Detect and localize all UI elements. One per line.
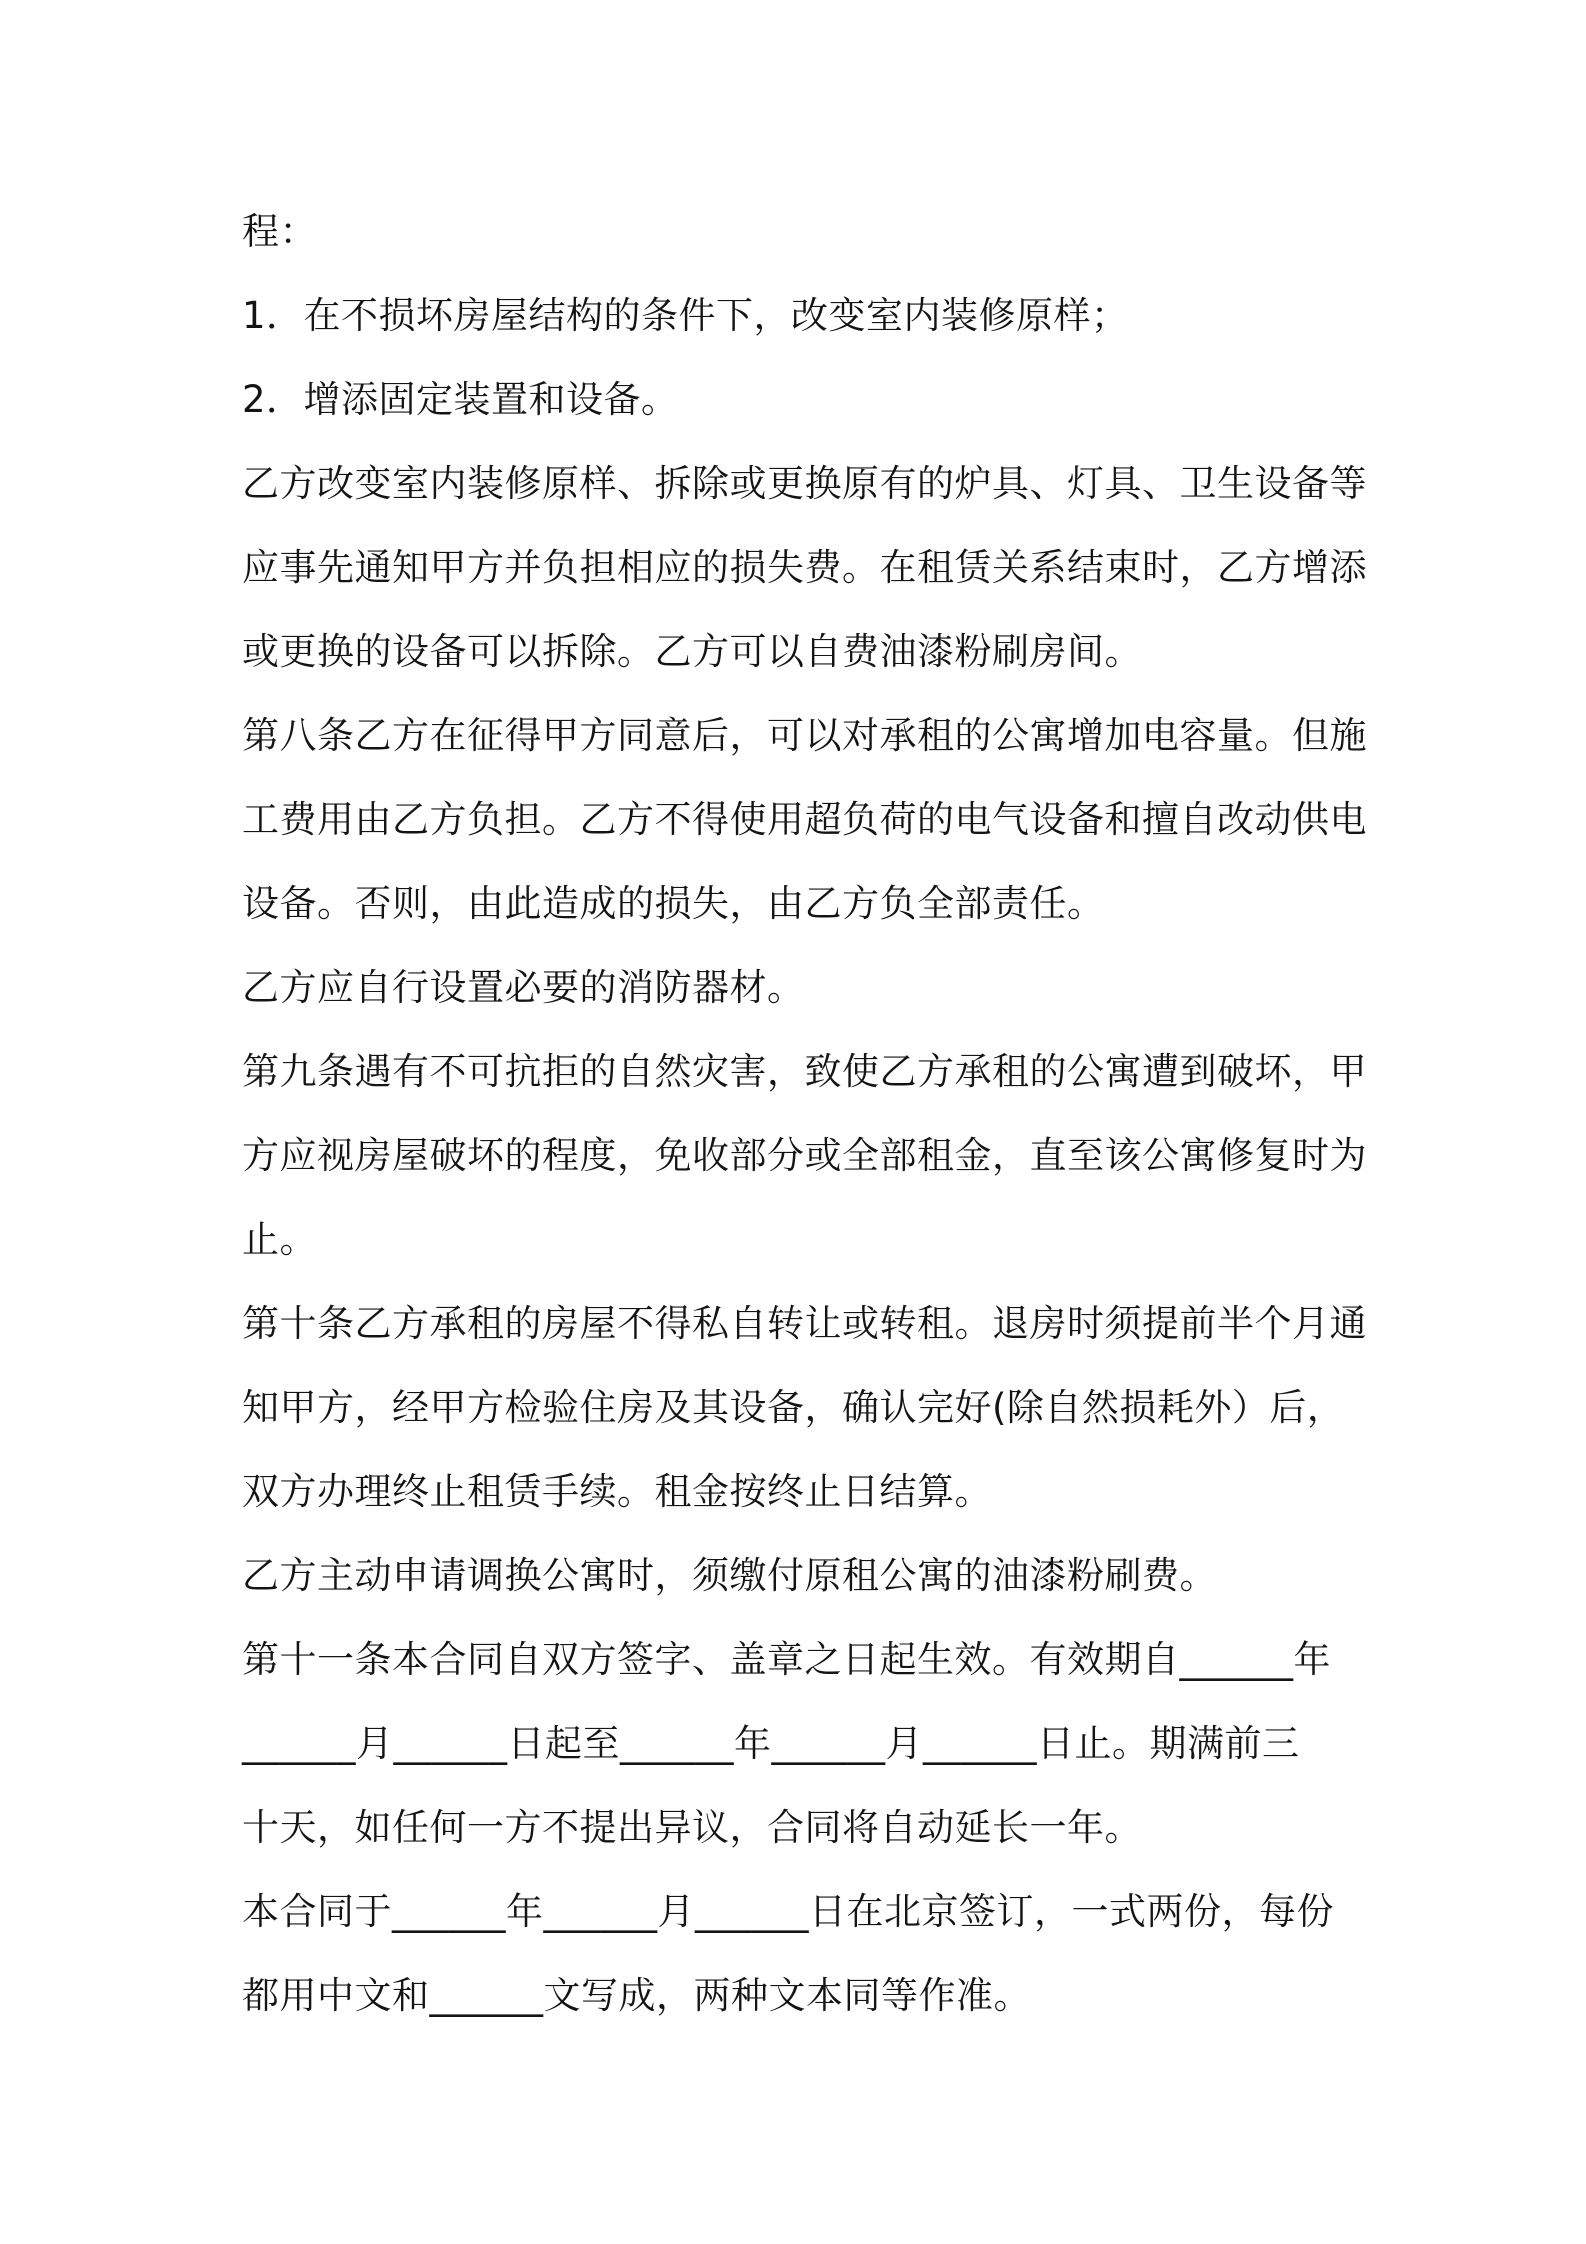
text-line: 工费用由乙方负担。乙方不得使用超负荷的电气设备和擅自改动供电 — [242, 798, 1367, 841]
text-line: 第十条乙方承租的房屋不得私自转让或转租。退房时须提前半个月通 — [242, 1302, 1367, 1345]
text-line: 第九条遇有不可抗拒的自然灾害，致使乙方承租的公寓遭到破坏，甲 — [242, 1050, 1367, 1093]
text-line: 乙方主动申请调换公寓时，须缴付原租公寓的油漆粉刷费。 — [242, 1554, 1217, 1597]
text-line: 双方办理终止租赁手续。租金按终止日结算。 — [242, 1470, 992, 1513]
text-line: 都用中文和______文写成，两种文本同等作准。 — [242, 1974, 1031, 2017]
text-line: 应事先通知甲方并负担相应的损失费。在租赁关系结束时，乙方增添 — [242, 546, 1367, 589]
text-line: ______月______日起至______年______月______日止。期满前三 — [242, 1722, 1300, 1765]
text-line: 本合同于______年______月______日在北京签订，一式两份，每份 — [242, 1890, 1334, 1933]
text-line: 程： — [242, 210, 317, 253]
text-line: 乙方改变室内装修原样、拆除或更换原有的炉具、灯具、卫生设备等 — [242, 462, 1367, 505]
text-line: 1．在不损坏房屋结构的条件下，改变室内装修原样； — [242, 294, 1129, 337]
text-line: 设备。否则，由此造成的损失，由乙方负全部责任。 — [242, 882, 1105, 925]
text-line: 知甲方，经甲方检验住房及其设备，确认完好(除自然损耗外）后， — [242, 1386, 1345, 1429]
text-line: 十天，如任何一方不提出异议，合同将自动延长一年。 — [242, 1806, 1142, 1849]
text-line: 2．增添固定装置和设备。 — [242, 378, 679, 421]
text-line: 止。 — [242, 1218, 317, 1261]
text-line: 乙方应自行设置必要的消防器材。 — [242, 966, 805, 1009]
text-line: 或更换的设备可以拆除。乙方可以自费油漆粉刷房间。 — [242, 630, 1142, 673]
text-line: 第十一条本合同自双方签字、盖章之日起生效。有效期自______年 — [242, 1638, 1331, 1681]
text-line: 第八条乙方在征得甲方同意后，可以对承租的公寓增加电容量。但施 — [242, 714, 1367, 757]
text-line: 方应视房屋破坏的程度，免收部分或全部租金，直至该公寓修复时为 — [242, 1134, 1367, 1177]
document-page — [242, 190, 1367, 2038]
